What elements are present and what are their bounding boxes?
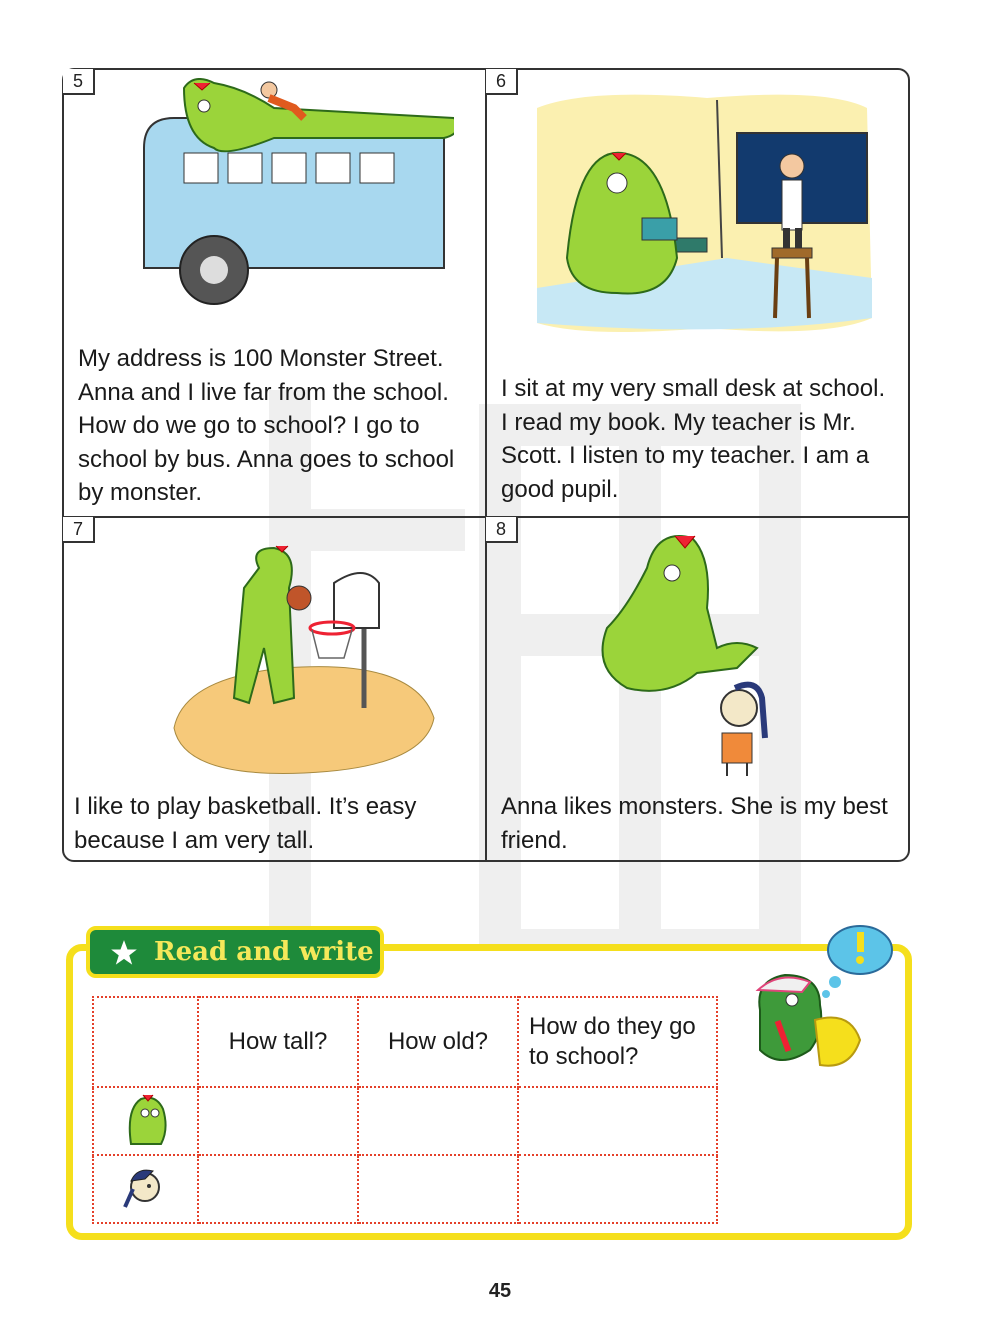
anna-monster-illustration [587, 528, 827, 778]
header-how-go-to-school: How do they go to school? [518, 997, 717, 1087]
answer-cell[interactable] [518, 1155, 717, 1223]
panel-number: 6 [486, 69, 518, 95]
answer-cell[interactable] [198, 1155, 358, 1223]
monster-icon [121, 1089, 171, 1147]
answer-table [92, 996, 718, 1224]
table-header-row [93, 997, 717, 1087]
story-panel-8 [487, 518, 908, 860]
read-and-write-tab [86, 926, 384, 978]
page-number: 45 [488, 1280, 512, 1302]
panel-text: I like to play basketball. It’s easy because I am very tall. [74, 793, 417, 854]
classroom-illustration [527, 88, 877, 338]
story-panel-7 [64, 518, 487, 860]
dinosaur-mascot-icon [740, 920, 900, 1080]
row-subject-cell [93, 1155, 198, 1223]
row-subject-cell [93, 1087, 198, 1155]
answer-cell[interactable] [198, 1087, 358, 1155]
anna-icon [119, 1159, 173, 1213]
panel-text: I sit at my very small desk at school. I read my book. My teacher is Mr. Scott. I listen to my teacher. I am a good pupil. [501, 375, 886, 503]
answer-cell[interactable] [358, 1155, 518, 1223]
panel-number: 7 [63, 517, 95, 543]
answer-cell[interactable] [518, 1087, 717, 1155]
panel-number: 5 [63, 69, 95, 95]
star-icon [110, 939, 138, 967]
header-how-tall: How tall? [198, 997, 358, 1087]
bus-monster-illustration [124, 78, 454, 308]
story-panels [62, 68, 910, 862]
panel-text: Anna likes monsters. She is my best friend. [501, 793, 888, 854]
table-corner-cell [93, 997, 198, 1087]
panel-number: 8 [486, 517, 518, 543]
header-how-old: How old? [358, 997, 518, 1087]
table-row [93, 1155, 717, 1223]
table-row [93, 1087, 717, 1155]
story-panel-6 [487, 70, 908, 518]
read-and-write-title: Read and write [154, 937, 374, 967]
story-panel-5 [64, 70, 487, 518]
answer-cell[interactable] [358, 1087, 518, 1155]
panel-text: My address is 100 Monster Street. Anna and I live far from the school. How do we go to school? I go to school by bus. Anna goes to school by monster. [78, 345, 455, 506]
basketball-illustration [164, 528, 444, 778]
